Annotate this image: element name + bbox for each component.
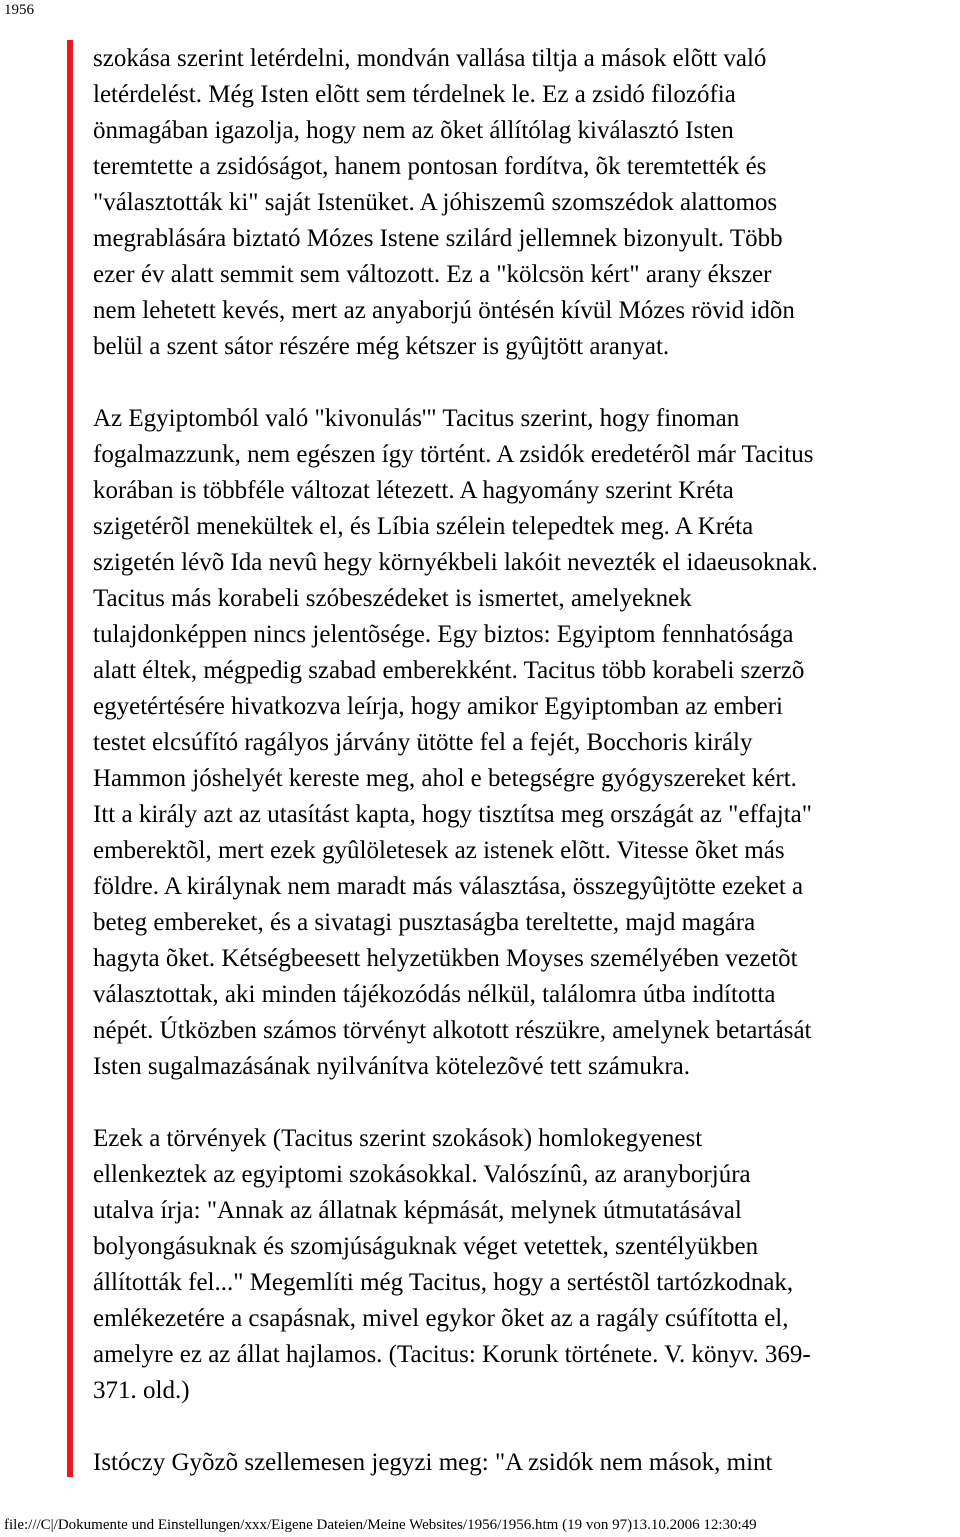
paragraph-1: szokása szerint letérdelni, mondván vallása tiltja a mások elõtt való letérdelést. Még Isten elõtt sem térdelnek le. Ez a zsidó filozófia önmagában igazolja, hogy nem az õket állítólag kiválasztó Isten teremtette a zsidóságot, hanem pontosan fordítva, õk teremtették és "választották ki" saját Istenüket. A jóhiszemû szomszédok alattomos megrablására biztató Mózes Istene szilárd jellemnek bizonyult. Több ezer év alatt semmit sem változott. Ez a "kölcsön kért" arany ékszer nem lehetett kevés, mert az anyaborjú öntésén kívül Mózes rövid idõn belül a szent sátor részére még kétszer is gyûjtött aranyat. [93, 45, 795, 360]
article-body [93, 41, 955, 1481]
page-header: 1956 [4, 2, 34, 18]
page-footer-path: file:///C|/Dokumente und Einstellungen/xxx/Eigene Dateien/Meine Websites/1956/1956.htm (19 von 97)13.10.2006 12:30:49 [4, 1517, 757, 1533]
paragraph-4: Istóczy Gyõzõ szellemesen jegyzi meg: "A zsidók nem mások, mint [93, 1449, 773, 1476]
paragraph-3: Ezek a törvények (Tacitus szerint szokások) homlokegyenest ellenkeztek az egyiptomi szokásokkal. Valószínû, az aranyborjúra utalva írja: "Annak az állatnak képmását, melynek útmutatásával bolyongásuknak és szomjúságuknak véget vetettek, szentélyükben állították fel..." Megemlíti még Tacitus, hogy a sertéstõl tartózkodnak, emlékezetére a csapásnak, mivel egykor õket az a ragály csúfította el, amelyre ez az állat hajlamos. (Tacitus: Korunk története. V. könyv. 369- 371. old.) [93, 1125, 811, 1404]
red-margin-rule [67, 40, 73, 1477]
paragraph-2: Az Egyiptomból való "kivonulás'" Tacitus szerint, hogy finoman fogalmazzunk, nem egészen így történt. A zsidók eredetérõl már Tacitus korában is többféle változat létezett. A hagyomány szerint Kréta szigetérõl menekültek el, és Líbia szélein telepedtek meg. A Kréta szigetén lévõ Ida nevû hegy környékbeli lakóit nevezték el idaeusoknak. Tacitus más korabeli szóbeszédeket is ismertet, amelyeknek tulajdonképpen nincs jelentõsége. Egy biztos: Egyiptom fennhatósága alatt éltek, mégpedig szabad emberekként. Tacitus több korabeli szerzõ egyetértésére hivatkozva leírja, hogy amikor Egyiptomban az emberi testet elcsúfító ragályos járvány ütötte fel a fejét, Bocchoris király Hammon jóshelyét kereste meg, ahol e betegségre gyógyszereket kért. Itt a király azt az utasítást kapta, hogy tisztítsa meg országát az "effajta" emberektõl, mert ezek gyûlöletesek az istenek elõtt. Vitesse õket más földre. A királynak nem maradt más választása, összegyûjtötte ezeket a beteg embereket, és a sivatagi pusztaságba tereltette, majd magára hagyta õket. Kétségbeesett helyzetükben Moyses személyében vezetõt választottak, aki minden tájékozódás nélkül, találomra útba indította népét. Útközben számos törvényt alkotott részükre, amelynek betartását Isten sugalmazásának nyilvánítva kötelezõvé tett számukra. [93, 405, 818, 1080]
